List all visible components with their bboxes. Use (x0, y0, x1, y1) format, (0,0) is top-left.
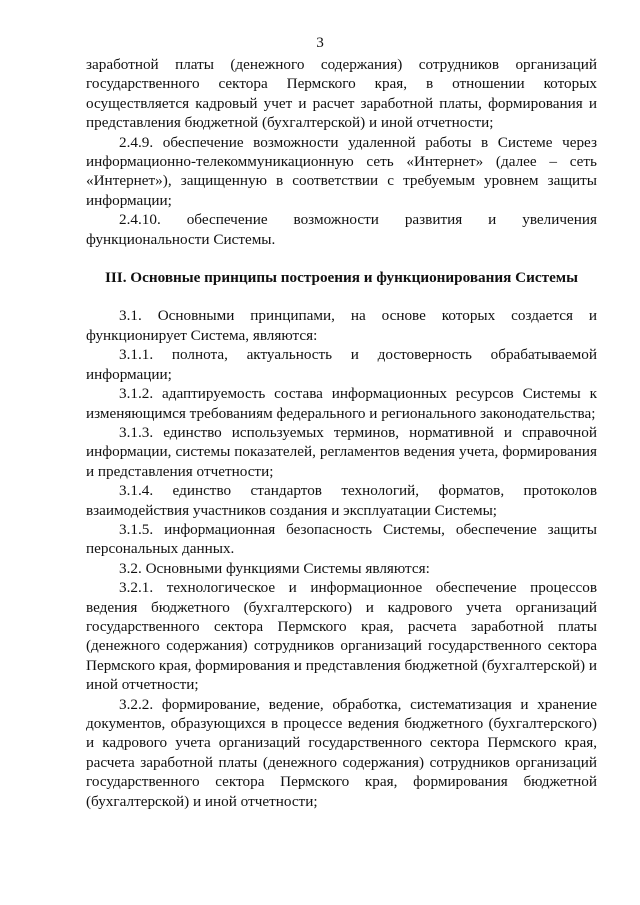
paragraph-3-2-2: 3.2.2. формирование, ведение, обработка, систематизация и хранение документов, образующихся в процессе ведения бюджетного (бухгалтерского) и кадрового учета организаций государственного сектора Пермского края, расчета заработной платы (денежного содержания) сотрудников организаций государственного сектора Пермского края, формирования бюджетной (бухгалтерской) и иной отчетности; (86, 695, 597, 810)
paragraph-3-1-2: 3.1.2. адаптируемость состава информационных ресурсов Системы к изменяющимся требованиям федерального и регионального законодательства; (86, 385, 597, 422)
paragraph-2-4-9: 2.4.9. обеспечение возможности удаленной работы в Системе через информационно-телекоммуникационную сеть «Интернет» (далее – сеть «Интернет»), защищенную в соответствии с требуемым уровнем защиты информации; (86, 133, 597, 209)
paragraph-3-1-4: 3.1.4. единство стандартов технологий, форматов, протоколов взаимодействия участников создания и эксплуатации Системы; (86, 482, 597, 519)
paragraph-2-4-10: 2.4.10. обеспечение возможности развития и увеличения функциональности Системы. (86, 211, 597, 248)
document-body (86, 55, 597, 811)
section-heading: III. Основные принципы построения и функционирования Системы (104, 269, 579, 287)
page-number: 3 (316, 34, 324, 51)
paragraph-3-1-1: 3.1.1. полнота, актуальность и достоверность обрабатываемой информации; (86, 346, 597, 383)
paragraph-3-1: 3.1. Основными принципами, на основе которых создается и функционирует Система, являются: (86, 307, 597, 344)
paragraph-3-1-3: 3.1.3. единство используемых терминов, нормативной и справочной информации, системы показателей, регламентов ведения учета, формирования и представления отчетности; (86, 423, 597, 480)
paragraph-3-2-1: 3.2.1. технологическое и информационное обеспечение процессов ведения бюджетного (бухгалтерского) и кадрового учета организаций государственного сектора Пермского края, расчета заработной платы (денежного содержания) сотрудников организаций государственного сектора Пермского края, формирования и представления бюджетной (бухгалтерской) и иной отчетности; (86, 579, 597, 694)
paragraph-continuation: заработной платы (денежного содержания) сотрудников организаций государственного сектора Пермского края, в отношении которых осуществляется кадровый учет и расчет заработной платы, формирования и представления бюджетной (бухгалтерской) и иной отчетности; (86, 56, 597, 132)
paragraph-3-1-5: 3.1.5. информационная безопасность Системы, обеспечение защиты персональных данных. (86, 520, 597, 558)
paragraph-3-2: 3.2. Основными функциями Системы являются: (119, 559, 430, 577)
